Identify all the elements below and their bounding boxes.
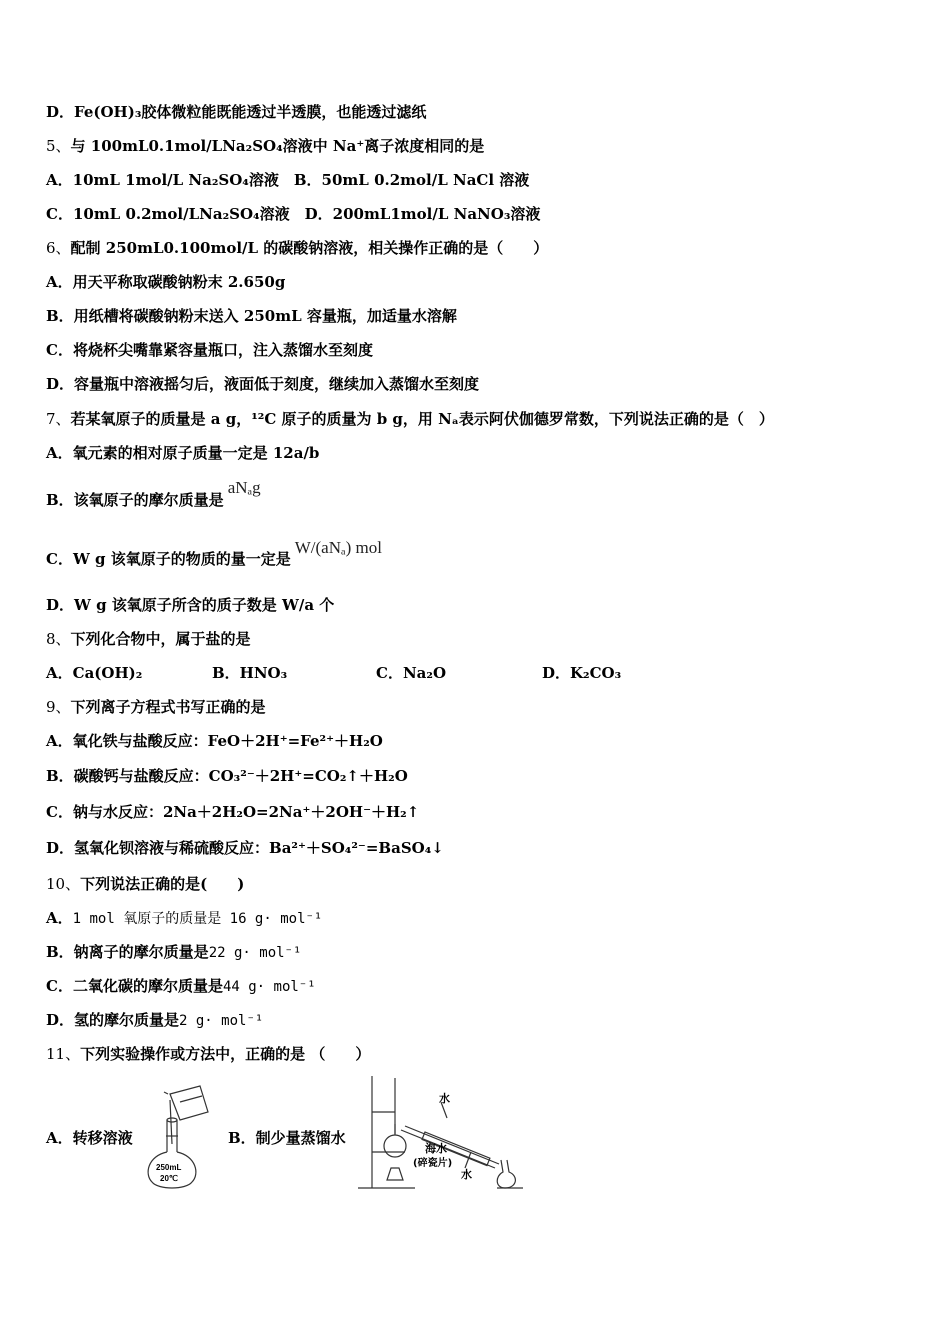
- q6-option-b: B．用纸槽将碳酸钠粉末送入 250mL 容量瓶，加适量水溶解: [46, 307, 457, 325]
- q11-stem: 11、下列实验操作或方法中，正确的是 （ ）: [46, 1045, 371, 1063]
- q11-option-b: B．制少量蒸馏水: [228, 1129, 346, 1147]
- volumetric-flask-figure: [138, 1082, 218, 1194]
- q6-option-c: C．将烧杯尖嘴靠紧容量瓶口，注入蒸馏水至刻度: [46, 341, 373, 359]
- q9-option-c: C．钠与水反应：2Na＋2H₂O=2Na⁺＋2OH⁻＋H₂↑: [46, 803, 420, 821]
- q6-option-a: A．用天平称取碳酸钠粉末 2.650g: [46, 273, 286, 291]
- q9-stem: 9、下列离子方程式书写正确的是: [46, 698, 266, 716]
- q7-option-b: B．该氧原子的摩尔质量是aNₐg: [46, 478, 261, 509]
- q8-option-a: A．Ca(OH)₂: [46, 664, 143, 682]
- molar-mass-formula: aNₐg: [227, 478, 261, 497]
- q10-option-d: D．氢的摩尔质量是2 g· mol⁻¹: [46, 1011, 264, 1029]
- q8-option-b: B．HNO₃: [212, 664, 288, 682]
- q7-stem: 7、若某氧原子的质量是 a g，¹²C 原子的质量为 b g，用 Nₐ表示阿伏伽德罗常数，下列说法正确的是（ ）: [46, 410, 774, 428]
- amount-formula: W/(aNₐ) mol: [294, 538, 382, 557]
- porcelain-chips-label: (碎瓷片): [413, 1158, 453, 1169]
- q7-option-d: D．W g 该氧原子所含的质子数是 W/a 个: [46, 596, 335, 614]
- flask-capacity-label: 250mL: [156, 1163, 182, 1172]
- q7-option-a: A．氧元素的相对原子质量一定是 12a/b: [46, 444, 320, 462]
- q8-option-c: C．Na₂O: [376, 664, 447, 682]
- water-inlet-label: 水: [461, 1168, 472, 1181]
- flask-temp-label: 20℃: [160, 1174, 178, 1183]
- q10-option-c: C．二氧化碳的摩尔质量是44 g· mol⁻¹: [46, 977, 316, 995]
- distillation-figure: [355, 1072, 527, 1194]
- q6-stem: 6、配制 250mL0.100mol/L 的碳酸钠溶液，相关操作正确的是（ ）: [46, 239, 549, 257]
- q8-stem: 8、下列化合物中，属于盐的是: [46, 630, 251, 648]
- q9-option-a: A．氧化铁与盐酸反应：FeO＋2H⁺=Fe²⁺＋H₂O: [46, 732, 383, 750]
- water-outlet-label: 水: [439, 1092, 450, 1105]
- q7-option-c: C．W g 该氧原子的物质的量一定是W/(aNₐ) mol: [46, 538, 382, 568]
- q4-option-d: D．Fe(OH)₃胶体微粒能既能透过半透膜，也能透过滤纸: [46, 103, 427, 121]
- q9-option-b: B．碳酸钙与盐酸反应：CO₃²⁻＋2H⁺=CO₂↑＋H₂O: [46, 767, 408, 785]
- q6-option-d: D．容量瓶中溶液摇匀后，液面低于刻度，继续加入蒸馏水至刻度: [46, 375, 480, 393]
- q10-option-a: A．1 mol 氧原子的质量是 16 g· mol⁻¹: [46, 909, 323, 927]
- q5-stem: 5、与 100mL0.1mol/LNa₂SO₄溶液中 Na⁺离子浓度相同的是: [46, 137, 485, 155]
- q8-option-d: D．K₂CO₃: [542, 664, 622, 682]
- q10-option-b: B．钠离子的摩尔质量是22 g· mol⁻¹: [46, 943, 302, 961]
- q11-option-a: A．转移溶液: [46, 1129, 133, 1147]
- q5-options-ab: A．10mL 1mol/L Na₂SO₄溶液 B．50mL 0.2mol/L NaCl 溶液: [46, 171, 530, 189]
- q5-options-cd: C．10mL 0.2mol/LNa₂SO₄溶液 D．200mL1mol/L NaNO₃溶液: [46, 205, 541, 223]
- q9-option-d: D．氢氧化钡溶液与稀硫酸反应：Ba²⁺＋SO₄²⁻=BaSO₄↓: [46, 839, 444, 857]
- seawater-label: 海水: [425, 1142, 447, 1155]
- q10-stem: 10、下列说法正确的是( ): [46, 875, 245, 893]
